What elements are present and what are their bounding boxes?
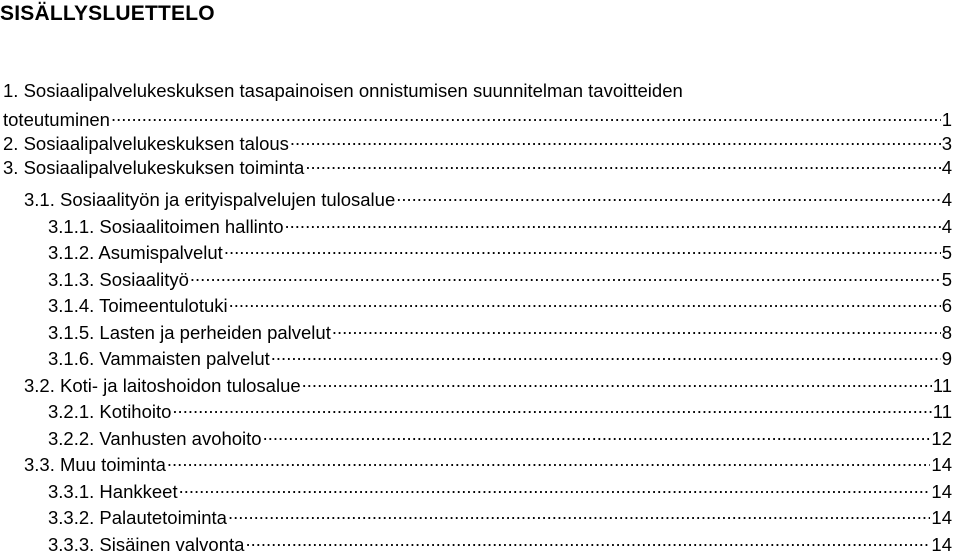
toc-entry-label: 3.1.6. Vammaisten palvelut (48, 348, 270, 369)
dot-leader (190, 264, 941, 286)
dot-leader (290, 128, 941, 150)
toc-page-number: 3 (941, 133, 952, 154)
toc-entry-label: 3. Sosiaalipalvelukeskuksen toiminta (3, 157, 305, 178)
toc-entry-label: 3.3.3. Sisäinen valvonta (48, 534, 245, 555)
toc-entry-3-2[interactable] (24, 370, 952, 397)
toc-entry-3-3[interactable] (24, 449, 952, 476)
toc-page-number: 4 (941, 216, 952, 237)
toc-page-number: 5 (941, 269, 952, 290)
dot-leader (245, 529, 930, 551)
toc-page-number: 14 (931, 507, 952, 528)
toc-entry-3-1[interactable] (24, 184, 952, 211)
toc-page-number: 9 (941, 348, 952, 369)
toc-entry-3-1-4[interactable] (48, 290, 952, 317)
toc-entry-3-1-3[interactable] (48, 264, 952, 291)
toc-entry-3-1-1[interactable] (48, 211, 952, 238)
toc-entry-label: 3.3. Muu toiminta (24, 454, 166, 475)
dot-leader (224, 237, 941, 259)
toc-page-number: 12 (931, 428, 952, 449)
toc-page-number: 4 (941, 189, 952, 210)
toc-page-number: 6 (941, 295, 952, 316)
toc-entry-label: 3.1.1. Sosiaalitoimen hallinto (48, 216, 284, 237)
dot-leader (172, 396, 931, 418)
toc-entry-3-1-6[interactable] (48, 343, 952, 370)
toc-entry-label: 3.1.5. Lasten ja perheiden palvelut (48, 322, 331, 343)
toc-page-number: 14 (931, 481, 952, 502)
toc-page-number: 1 (941, 109, 952, 130)
toc-entry-3[interactable] (3, 152, 952, 179)
toc-entry-3-1-5[interactable] (48, 317, 952, 344)
dot-leader (111, 104, 941, 126)
toc-entry-label: 3.2.2. Vanhusten avohoito (48, 428, 262, 449)
toc-entry-label: toteutuminen (3, 109, 110, 130)
toc-entry-3-3-1[interactable] (48, 476, 952, 503)
toc-entry-label: 3.1.2. Asumispalvelut (48, 242, 223, 263)
toc-entry-label: 3.2.1. Kotihoito (48, 401, 172, 422)
dot-leader (263, 423, 931, 445)
dot-leader (305, 152, 940, 174)
dot-leader (271, 343, 941, 365)
toc-entry-3-3-3[interactable] (48, 529, 952, 556)
dot-leader (228, 502, 930, 524)
toc-entry-label: 3.1. Sosiaalityön ja erityispalvelujen tulosalue (24, 189, 396, 210)
toc-entry-label: 3.3.1. Hankkeet (48, 481, 178, 502)
dot-leader (332, 317, 941, 339)
toc-entry-1[interactable] (3, 104, 952, 131)
dot-leader (396, 184, 940, 206)
toc-entry-3-2-1[interactable] (48, 396, 952, 423)
toc-entry-2[interactable] (3, 128, 952, 155)
toc-page-number: 14 (931, 454, 952, 475)
dot-leader (285, 211, 941, 233)
toc-page-number: 4 (941, 157, 952, 178)
toc-page-number: 8 (941, 322, 952, 343)
toc-entry-3-3-2[interactable] (48, 502, 952, 529)
toc-page-number: 11 (932, 401, 952, 422)
toc-entry-label: 3.2. Koti- ja laitoshoidon tulosalue (24, 375, 301, 396)
toc-entry-label: 3.1.3. Sosiaalityö (48, 269, 189, 290)
dot-leader (302, 370, 932, 392)
toc-page-number: 11 (932, 375, 952, 396)
toc-page-number: 5 (941, 242, 952, 263)
dot-leader (179, 476, 931, 498)
toc-entry-1-line1: 1. Sosiaalipalvelukeskuksen tasapainoisen onnistumisen suunnitelman tavoitteiden (3, 80, 683, 101)
toc-entry-label: 3.3.2. Palautetoiminta (48, 507, 227, 528)
toc-entry-label: 2. Sosiaalipalvelukeskuksen talous (3, 133, 289, 154)
toc-page-number: 14 (931, 534, 952, 555)
dot-leader (229, 290, 941, 312)
dot-leader (167, 449, 931, 471)
toc-entry-label: 3.1.4. Toimeentulotuki (48, 295, 228, 316)
page-title: SISÄLLYSLUETTELO (0, 2, 215, 25)
toc-entry-3-2-2[interactable] (48, 423, 952, 450)
toc-entry-3-1-2[interactable] (48, 237, 952, 264)
